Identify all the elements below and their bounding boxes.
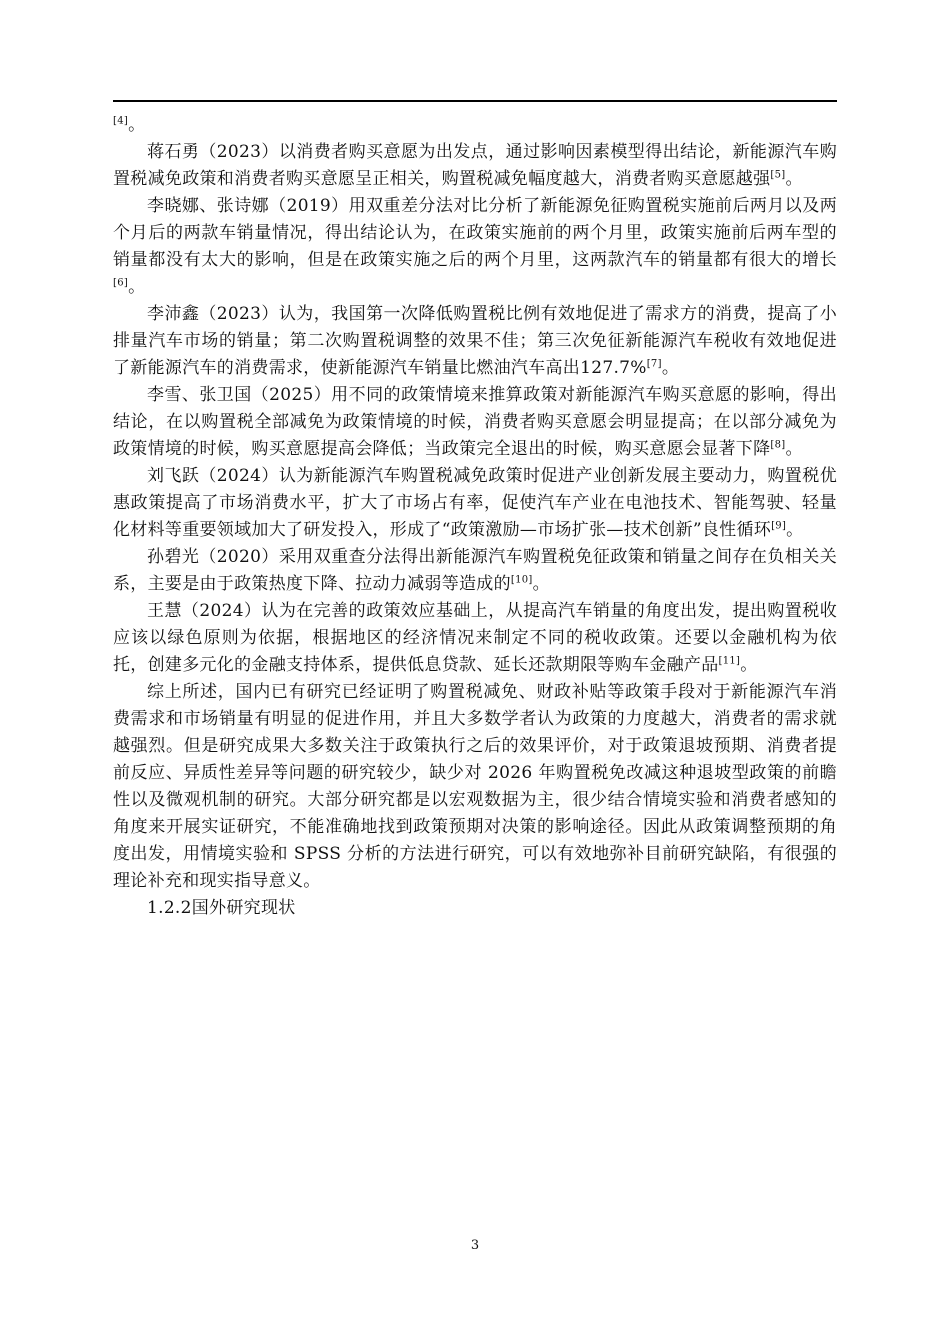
paragraph-jiang-shiyong xyxy=(113,139,837,193)
paragraph-tail: 。 xyxy=(128,277,146,297)
citation-marker: [6] xyxy=(113,277,129,289)
paragraph-text: 蒋石勇（2023）以消费者购买意愿为出发点，通过影响因素模型得出结论，新能源汽车购置税减免政策和消费者购买意愿呈正相关，购置税减免幅度越大，消费者购买意愿越强 xyxy=(113,142,837,189)
citation-marker: [8] xyxy=(770,439,786,451)
paragraph-tail: 。 xyxy=(785,439,803,459)
paragraph-tail: 。 xyxy=(785,169,803,189)
continued-paragraph xyxy=(113,112,837,139)
citation-marker: [5] xyxy=(770,169,786,181)
paragraph-text: 李雪、张卫国（2025）用不同的政策情境来推算政策对新能源汽车购买意愿的影响，得出结论，在以购置税全部减免为政策情境的时候，消费者购买意愿会明显提高；在以部分减免为政策情境的时候，购买意愿提高会降低；当政策完全退出的时候，购买意愿会显著下降 xyxy=(113,385,837,459)
page-number: 3 xyxy=(470,1238,480,1253)
paragraph-text: 孙碧光（2020）采用双重查分法得出新能源汽车购置税免征政策和销量之间存在负相关关系，主要是由于政策热度下降、拉动力减弱等造成的 xyxy=(113,547,837,594)
paragraph-liu-feiyue xyxy=(113,463,837,544)
paragraph-text: 李沛鑫（2023）认为，我国第一次降低购置税比例有效地促进了需求方的消费，提高了小排量汽车市场的销量；第二次购置税调整的效果不佳；第三次免征新能源汽车税收有效地促进了新能源汽车的消费需求，使新能源汽车销量比燃油汽车高出127.7% xyxy=(113,304,837,378)
paragraph-sun-biguang xyxy=(113,544,837,598)
citation-marker: [4] xyxy=(113,115,129,127)
paragraph-tail: 。 xyxy=(128,115,146,135)
paragraph-text: 刘飞跃（2024）认为新能源汽车购置税减免政策时促进产业创新发展主要动力，购置税优惠政策提高了市场消费水平，扩大了市场占有率，促使汽车产业在电池技术、智能驾驶、轻量化材料等重要领域加大了研发投入，形成了“政策激励—市场扩张—技术创新”良性循环 xyxy=(113,466,837,540)
paragraph-li-xue xyxy=(113,382,837,463)
paragraph-tail: 。 xyxy=(740,655,758,675)
paragraph-text: 李晓娜、张诗娜（2019）用双重差分法对比分析了新能源免征购置税实施前后两月以及两个月后的两款车销量情况，得出结论认为，在政策实施前的两个月里，政策实施前后两车型的销量都没有太大的影响，但是在政策实施之后的两个月里，这两款汽车的销量都有很大的增长 xyxy=(113,196,837,270)
paragraph-li-peixin xyxy=(113,301,837,382)
citation-marker: [7] xyxy=(646,358,662,370)
paragraph-wang-hui xyxy=(113,598,837,679)
citation-marker: [11] xyxy=(718,655,741,667)
header-rule xyxy=(113,100,837,102)
citation-marker: [9] xyxy=(771,520,787,532)
paragraph-text: 王慧（2024）认为在完善的政策效应基础上，从提高汽车销量的角度出发，提出购置税收应该以绿色原则为依据，根据地区的经济情况来制定不同的税收政策。还要以金融机构为依托，创建多元化的金融支持体系，提供低息贷款、延长还款期限等购车金融产品 xyxy=(113,601,837,675)
paragraph-tail: 。 xyxy=(661,358,680,378)
section-heading: 1.2.2国外研究现状 xyxy=(147,898,296,918)
paragraph-summary xyxy=(113,679,837,895)
citation-marker: [10] xyxy=(510,574,533,586)
paragraph-li-xiaona xyxy=(113,193,837,301)
paragraph-tail: 。 xyxy=(786,520,804,540)
paragraph-tail: 。 xyxy=(532,574,550,594)
paragraph-text: 综上所述，国内已有研究已经证明了购置税减免、财政补贴等政策手段对于新能源汽车消费需求和市场销量有明显的促进作用，并且大多数学者认为政策的力度越大，消费者的需求就越强烈。但是研究成果大多数关注于政策执行之后的效果评价，对于政策退坡预期、消费者提前反应、异质性差异等问题的研究较少，缺少对 2026 年购置税免改减这种退坡型政策的前瞻性以及微观机制的研究。大部分研究都是以宏观数据为主，很少结合情境实验和消费者感知的角度来开展实证研究，不能准确地找到政策预期对决策的影响途径。因此从政策调整预期的角度出发，用情境实验和 SPSS 分析的方法进行研究，可以有效地弥补目前研究缺陷，有很强的理论补充和现实指导意义。 xyxy=(113,682,837,891)
document-body xyxy=(113,112,837,922)
